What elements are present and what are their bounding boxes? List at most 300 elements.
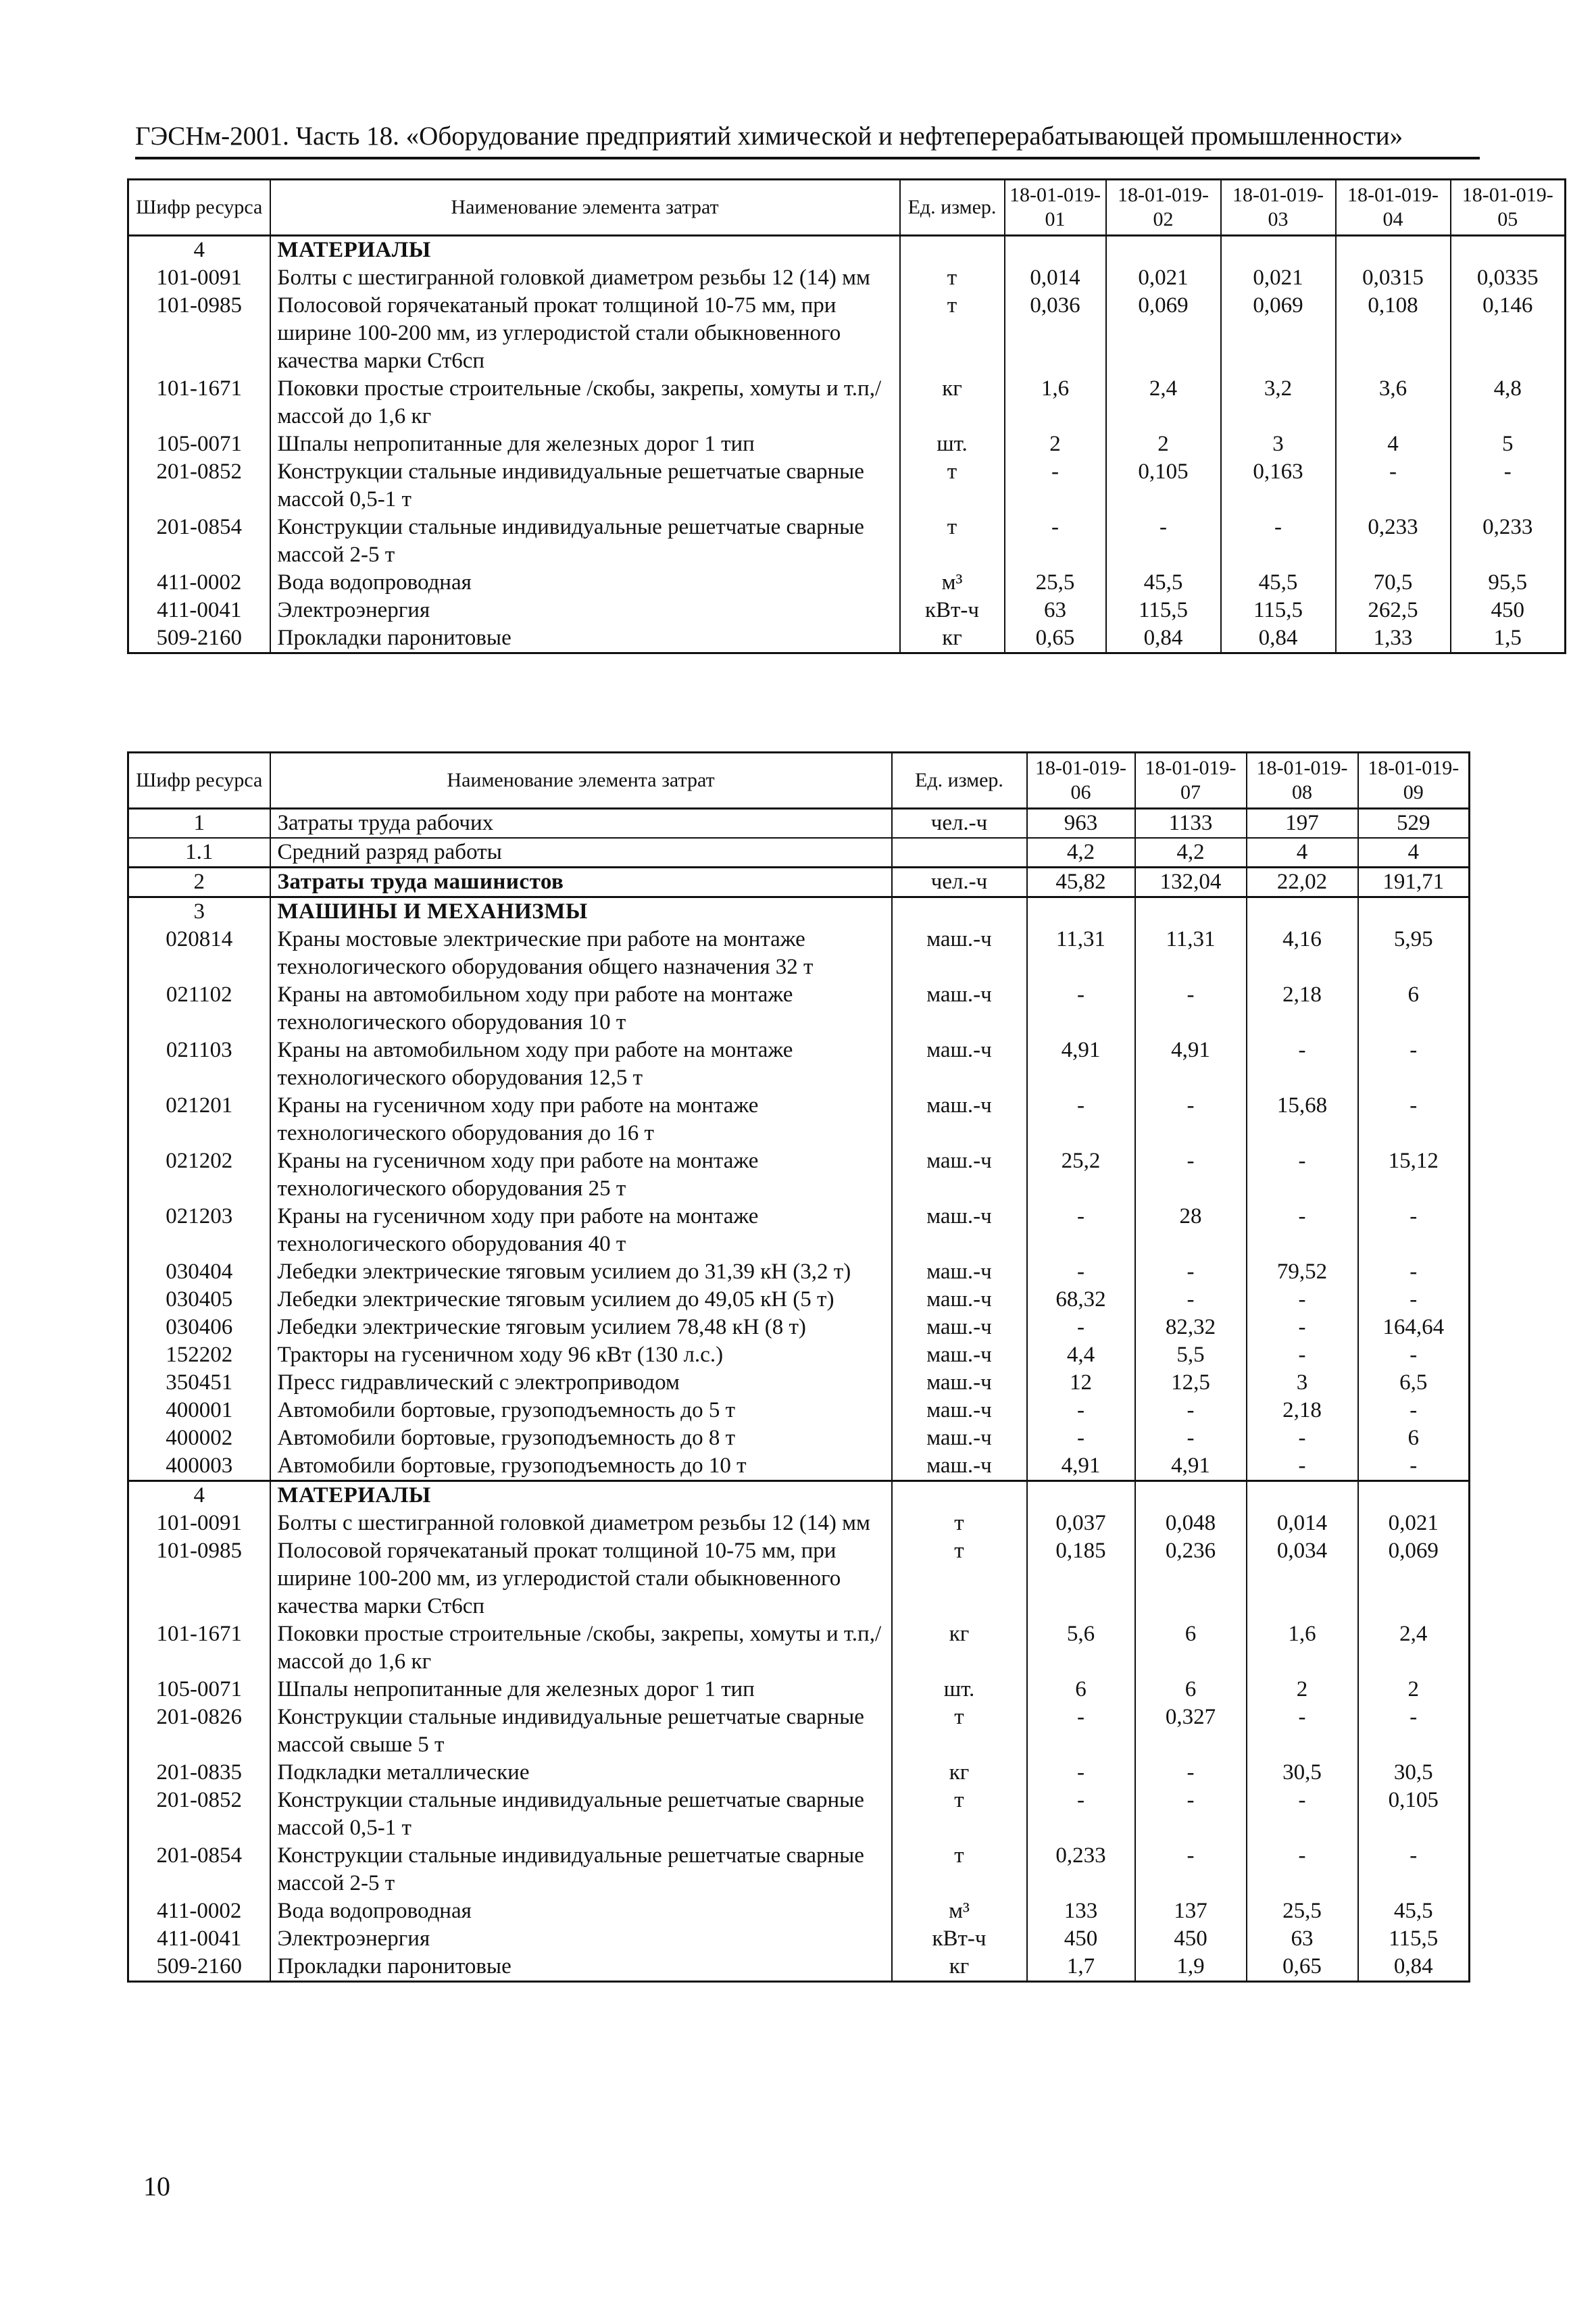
table-row [128, 1314, 1470, 1341]
cost-element-name: Подкладки металлические [270, 1759, 892, 1787]
norm-value: 4,16 [1247, 926, 1358, 981]
norm-value: 0,069 [1358, 1537, 1470, 1620]
cost-element-name: МАШИНЫ И МЕХАНИЗМЫ [270, 897, 892, 926]
norm-value: - [1358, 1397, 1470, 1424]
norm-value [1358, 897, 1470, 926]
table-row [128, 1286, 1470, 1314]
resource-code: 509-2160 [128, 624, 270, 653]
norm-value: - [1027, 1703, 1135, 1759]
norm-value: - [1358, 1703, 1470, 1759]
norm-value: 0,069 [1221, 292, 1336, 375]
norm-value: 0,327 [1135, 1703, 1247, 1759]
norm-value: - [1135, 981, 1247, 1037]
norm-value: 6,5 [1358, 1369, 1470, 1397]
norm-value: 4,91 [1027, 1037, 1135, 1092]
unit-of-measure: маш.-ч [892, 1314, 1027, 1341]
norm-value: 450 [1135, 1925, 1247, 1953]
cost-element-name: Поковки простые строительные /скобы, закрепы, хомуты и т.п,/ массой до 1,6 кг [270, 375, 900, 430]
resource-code: 3 [128, 897, 270, 926]
resource-code: 021103 [128, 1037, 270, 1092]
norm-value: 262,5 [1336, 597, 1451, 624]
table-row [128, 1703, 1470, 1759]
norm-value: 0,84 [1358, 1953, 1470, 1982]
table-row [128, 375, 1566, 430]
cost-element-name: Полосовой горячекатаный прокат толщиной 10-75 мм, при ширине 100-200 мм, из углеродистой стали обыкновенного качества марки Ст6сп [270, 1537, 892, 1620]
norm-value: 1,33 [1336, 624, 1451, 653]
cost-element-name: Электроэнергия [270, 597, 900, 624]
norm-value: 137 [1135, 1897, 1247, 1925]
unit-of-measure: чел.-ч [892, 809, 1027, 839]
norm-value: 0,036 [1005, 292, 1106, 375]
norm-value: 4 [1358, 838, 1470, 868]
norm-value: 15,12 [1358, 1147, 1470, 1203]
unit-of-measure: кг [892, 1953, 1027, 1982]
resource-code: 021202 [128, 1147, 270, 1203]
resource-code: 030404 [128, 1258, 270, 1286]
cost-element-name: Конструкции стальные индивидуальные решетчатые сварные массой 0,5-1 т [270, 458, 900, 514]
unit-of-measure: маш.-ч [892, 1397, 1027, 1424]
norm-value: - [1247, 1452, 1358, 1481]
unit-of-measure: маш.-ч [892, 1037, 1027, 1092]
resource-code: 105-0071 [128, 430, 270, 458]
norm-value: 5,6 [1027, 1620, 1135, 1676]
norm-value [1336, 236, 1451, 265]
norm-value: 0,037 [1027, 1510, 1135, 1537]
cost-element-name: Конструкции стальные индивидуальные решетчатые сварные массой 2-5 т [270, 514, 900, 569]
table-row [128, 1787, 1470, 1842]
table-row [128, 1037, 1470, 1092]
cost-element-name: Затраты труда машинистов [270, 868, 892, 897]
cost-element-name: Лебедки электрические тяговым усилием до 31,39 кН (3,2 т) [270, 1258, 892, 1286]
norm-value: 191,71 [1358, 868, 1470, 897]
cost-element-name: Шпалы непропитанные для железных дорог 1 тип [270, 1676, 892, 1703]
norm-value: - [1135, 1759, 1247, 1787]
resource-code: 101-0091 [128, 1510, 270, 1537]
norm-value: 4,8 [1451, 375, 1566, 430]
norm-value: - [1027, 981, 1135, 1037]
page-title: ГЭСНм-2001. Часть 18. «Оборудование предприятий химической и нефтеперерабатывающей промышленности» [135, 120, 1480, 159]
resource-code: 411-0002 [128, 1897, 270, 1925]
unit-of-measure [892, 897, 1027, 926]
unit-of-measure: маш.-ч [892, 1147, 1027, 1203]
unit-of-measure: кг [892, 1759, 1027, 1787]
table-row [128, 809, 1470, 839]
resource-code: 201-0852 [128, 1787, 270, 1842]
resource-code: 101-1671 [128, 375, 270, 430]
cost-element-name: Автомобили бортовые, грузоподъемность до 5 т [270, 1397, 892, 1424]
norm-value: 0,021 [1106, 264, 1221, 292]
resource-code: 1.1 [128, 838, 270, 868]
norm-value: 0,014 [1247, 1510, 1358, 1537]
cost-element-name: Краны на автомобильном ходу при работе на монтаже технологического оборудования 10 т [270, 981, 892, 1037]
norm-value: - [1135, 1787, 1247, 1842]
norm-value: 115,5 [1106, 597, 1221, 624]
norm-value: 0,021 [1221, 264, 1336, 292]
resource-code: 4 [128, 236, 270, 265]
resource-code: 201-0826 [128, 1703, 270, 1759]
norm-value: - [1247, 1787, 1358, 1842]
table-row [128, 430, 1566, 458]
unit-of-measure: т [900, 264, 1005, 292]
norm-value: 2,4 [1358, 1620, 1470, 1676]
norm-value [1106, 236, 1221, 265]
resource-code: 4 [128, 1481, 270, 1510]
resource-code: 411-0002 [128, 569, 270, 597]
cost-element-name: Автомобили бортовые, грузоподъемность до 8 т [270, 1424, 892, 1452]
norm-value [1005, 236, 1106, 265]
resource-table-1 [127, 178, 1566, 654]
norm-value [1247, 1481, 1358, 1510]
norm-value: - [1247, 1203, 1358, 1258]
norm-value [1451, 236, 1566, 265]
norm-value: - [1358, 1341, 1470, 1369]
resource-code: 411-0041 [128, 597, 270, 624]
column-header: Шифр ресурса [128, 753, 270, 809]
norm-value: - [1336, 458, 1451, 514]
norm-value: 2,4 [1106, 375, 1221, 430]
norm-value: - [1358, 1092, 1470, 1147]
unit-of-measure [892, 838, 1027, 868]
norm-value: 0,0335 [1451, 264, 1566, 292]
norm-value: 28 [1135, 1203, 1247, 1258]
table-row [128, 1953, 1470, 1982]
norm-value: 82,32 [1135, 1314, 1247, 1341]
unit-of-measure: маш.-ч [892, 1452, 1027, 1481]
norm-value: - [1247, 1703, 1358, 1759]
table-body [128, 236, 1566, 653]
norm-value: 2 [1247, 1676, 1358, 1703]
table-header [128, 180, 1566, 236]
resource-code: 201-0854 [128, 1842, 270, 1897]
column-header: 18-01-019-01 [1005, 180, 1106, 236]
norm-value [1135, 897, 1247, 926]
table-row [128, 1759, 1470, 1787]
cost-element-name: Краны на автомобильном ходу при работе на монтаже технологического оборудования 12,5 т [270, 1037, 892, 1092]
norm-value: - [1106, 514, 1221, 569]
norm-value: 0,185 [1027, 1537, 1135, 1620]
unit-of-measure [892, 1481, 1027, 1510]
norm-value: 5,5 [1135, 1341, 1247, 1369]
norm-value: 79,52 [1247, 1258, 1358, 1286]
norm-value: - [1027, 1787, 1135, 1842]
norm-value: 0,236 [1135, 1537, 1247, 1620]
table-row [128, 1510, 1470, 1537]
norm-value: 11,31 [1027, 926, 1135, 981]
norm-value: 0,233 [1336, 514, 1451, 569]
norm-value: 0,146 [1451, 292, 1566, 375]
cost-element-name: Автомобили бортовые, грузоподъемность до 10 т [270, 1452, 892, 1481]
unit-of-measure: т [900, 458, 1005, 514]
unit-of-measure: маш.-ч [892, 1424, 1027, 1452]
unit-of-measure: т [900, 292, 1005, 375]
norm-value: 63 [1005, 597, 1106, 624]
norm-value: 4,91 [1135, 1037, 1247, 1092]
resource-code: 411-0041 [128, 1925, 270, 1953]
cost-element-name: Тракторы на гусеничном ходу 96 кВт (130 л.с.) [270, 1341, 892, 1369]
unit-of-measure: т [892, 1703, 1027, 1759]
norm-value [1221, 236, 1336, 265]
norm-value: 0,069 [1106, 292, 1221, 375]
norm-value: - [1358, 1286, 1470, 1314]
norm-value: 0,65 [1005, 624, 1106, 653]
cost-element-name: Конструкции стальные индивидуальные решетчатые сварные массой 2-5 т [270, 1842, 892, 1897]
resource-code: 021102 [128, 981, 270, 1037]
table-row [128, 1452, 1470, 1481]
resource-code: 2 [128, 868, 270, 897]
norm-value: 6 [1027, 1676, 1135, 1703]
norm-value: 1,7 [1027, 1953, 1135, 1982]
column-header: 18-01-019-07 [1135, 753, 1247, 809]
cost-element-name: МАТЕРИАЛЫ [270, 236, 900, 265]
unit-of-measure: т [892, 1537, 1027, 1620]
norm-value: 5,95 [1358, 926, 1470, 981]
norm-value: 2 [1358, 1676, 1470, 1703]
resource-code: 400001 [128, 1397, 270, 1424]
norm-value: 1,6 [1005, 375, 1106, 430]
cost-element-name: Поковки простые строительные /скобы, закрепы, хомуты и т.п,/ массой до 1,6 кг [270, 1620, 892, 1676]
norm-value: - [1135, 1286, 1247, 1314]
resource-code: 509-2160 [128, 1953, 270, 1982]
norm-value: 1,5 [1451, 624, 1566, 653]
resource-code: 101-1671 [128, 1620, 270, 1676]
norm-value: 4,2 [1135, 838, 1247, 868]
cost-element-name: Краны мостовые электрические при работе на монтаже технологического оборудования общего назначения 32 т [270, 926, 892, 981]
norm-value: 4,91 [1135, 1452, 1247, 1481]
norm-value: 2,18 [1247, 981, 1358, 1037]
norm-value: 45,5 [1358, 1897, 1470, 1925]
column-header: Ед. измер. [900, 180, 1005, 236]
unit-of-measure: м³ [892, 1897, 1027, 1925]
cost-element-name: Краны на гусеничном ходу при работе на монтаже технологического оборудования 25 т [270, 1147, 892, 1203]
table-row [128, 1147, 1470, 1203]
norm-value: 70,5 [1336, 569, 1451, 597]
norm-value: 1,9 [1135, 1953, 1247, 1982]
cost-element-name: Затраты труда рабочих [270, 809, 892, 839]
norm-value: 6 [1358, 981, 1470, 1037]
table-row [128, 1258, 1470, 1286]
norm-value: 5 [1451, 430, 1566, 458]
table-row [128, 1397, 1470, 1424]
unit-of-measure: маш.-ч [892, 1092, 1027, 1147]
norm-value: - [1358, 1037, 1470, 1092]
unit-of-measure: маш.-ч [892, 981, 1027, 1037]
unit-of-measure: т [892, 1787, 1027, 1842]
cost-element-name: Вода водопроводная [270, 1897, 892, 1925]
unit-of-measure: шт. [900, 430, 1005, 458]
norm-value: 22,02 [1247, 868, 1358, 897]
norm-value: - [1135, 1424, 1247, 1452]
unit-of-measure: маш.-ч [892, 926, 1027, 981]
norm-value: 450 [1451, 597, 1566, 624]
section-row [128, 897, 1470, 926]
cost-element-name: Шпалы непропитанные для железных дорог 1 тип [270, 430, 900, 458]
resource-code: 400003 [128, 1452, 270, 1481]
resource-code: 030406 [128, 1314, 270, 1341]
norm-value: - [1027, 1397, 1135, 1424]
column-header: Наименование элемента затрат [270, 753, 892, 809]
cost-element-name: Конструкции стальные индивидуальные решетчатые сварные массой свыше 5 т [270, 1703, 892, 1759]
column-header: Ед. измер. [892, 753, 1027, 809]
norm-value [1027, 897, 1135, 926]
resource-code: 030405 [128, 1286, 270, 1314]
norm-value: 45,5 [1106, 569, 1221, 597]
norm-value: - [1135, 1258, 1247, 1286]
norm-value: 2 [1106, 430, 1221, 458]
norm-value: - [1358, 1452, 1470, 1481]
norm-value: 0,233 [1027, 1842, 1135, 1897]
resource-code: 020814 [128, 926, 270, 981]
unit-of-measure: маш.-ч [892, 1341, 1027, 1369]
unit-of-measure [900, 236, 1005, 265]
table-row [128, 1203, 1470, 1258]
table-row [128, 514, 1566, 569]
norm-value: - [1027, 1314, 1135, 1341]
norm-value: 95,5 [1451, 569, 1566, 597]
norm-value: - [1027, 1092, 1135, 1147]
norm-value: 68,32 [1027, 1286, 1135, 1314]
resource-code: 021203 [128, 1203, 270, 1258]
norm-value: - [1358, 1842, 1470, 1897]
table-row [128, 597, 1566, 624]
norm-value: - [1027, 1759, 1135, 1787]
table-row [128, 926, 1470, 981]
norm-value: 6 [1358, 1424, 1470, 1452]
cost-element-name: Вода водопроводная [270, 569, 900, 597]
norm-value: - [1247, 1037, 1358, 1092]
unit-of-measure: маш.-ч [892, 1369, 1027, 1397]
cost-element-name: Лебедки электрические тяговым усилием 78,48 кН (8 т) [270, 1314, 892, 1341]
norm-value: 0,105 [1106, 458, 1221, 514]
norm-value: 0,233 [1451, 514, 1566, 569]
norm-value: 2,18 [1247, 1397, 1358, 1424]
norm-value: 45,82 [1027, 868, 1135, 897]
norm-value: 0,84 [1106, 624, 1221, 653]
cost-element-name: Краны на гусеничном ходу при работе на монтаже технологического оборудования до 16 т [270, 1092, 892, 1147]
cost-element-name: Болты с шестигранной головкой диаметром резьбы 12 (14) мм [270, 264, 900, 292]
table-row [128, 1620, 1470, 1676]
norm-value: - [1135, 1397, 1247, 1424]
table-row [128, 1676, 1470, 1703]
column-header: 18-01-019-03 [1221, 180, 1336, 236]
unit-of-measure: т [892, 1510, 1027, 1537]
table-row [128, 1092, 1470, 1147]
norm-value [1135, 1481, 1247, 1510]
unit-of-measure: маш.-ч [892, 1258, 1027, 1286]
unit-of-measure: кг [900, 375, 1005, 430]
norm-value: 963 [1027, 809, 1135, 839]
table-row [128, 1537, 1470, 1620]
norm-value: 4,91 [1027, 1452, 1135, 1481]
table-row [128, 1897, 1470, 1925]
norm-value: 0,048 [1135, 1510, 1247, 1537]
norm-value: - [1247, 1424, 1358, 1452]
norm-value: 3,6 [1336, 375, 1451, 430]
norm-value [1358, 1481, 1470, 1510]
norm-value: 0,108 [1336, 292, 1451, 375]
table-row [128, 1424, 1470, 1452]
norm-value: 0,105 [1358, 1787, 1470, 1842]
norm-value: 63 [1247, 1925, 1358, 1953]
norm-value: 0,034 [1247, 1537, 1358, 1620]
norm-value: - [1358, 1203, 1470, 1258]
unit-of-measure: кг [892, 1620, 1027, 1676]
norm-value: - [1005, 514, 1106, 569]
norm-value: 529 [1358, 809, 1470, 839]
cost-element-name: Электроэнергия [270, 1925, 892, 1953]
norm-value: 30,5 [1247, 1759, 1358, 1787]
norm-value: 164,64 [1358, 1314, 1470, 1341]
table-row [128, 569, 1566, 597]
table-row [128, 1369, 1470, 1397]
column-header: 18-01-019-09 [1358, 753, 1470, 809]
norm-value: - [1027, 1203, 1135, 1258]
column-header: 18-01-019-05 [1451, 180, 1566, 236]
table-row [128, 868, 1470, 897]
norm-value: - [1247, 1314, 1358, 1341]
resource-code: 201-0852 [128, 458, 270, 514]
norm-value [1027, 1481, 1135, 1510]
norm-value: 12,5 [1135, 1369, 1247, 1397]
resource-code: 201-0835 [128, 1759, 270, 1787]
resource-table-2 [127, 751, 1470, 1983]
resource-code: 1 [128, 809, 270, 839]
norm-value: - [1247, 1286, 1358, 1314]
norm-value: - [1027, 1258, 1135, 1286]
norm-value: 3,2 [1221, 375, 1336, 430]
table-row [128, 1341, 1470, 1369]
norm-value: 115,5 [1358, 1925, 1470, 1953]
norm-value: 6 [1135, 1620, 1247, 1676]
column-header: Шифр ресурса [128, 180, 270, 236]
norm-value: 25,2 [1027, 1147, 1135, 1203]
cost-element-name: Краны на гусеничном ходу при работе на монтаже технологического оборудования 40 т [270, 1203, 892, 1258]
resource-code: 101-0985 [128, 1537, 270, 1620]
cost-element-name: Болты с шестигранной головкой диаметром резьбы 12 (14) мм [270, 1510, 892, 1537]
norm-value: 133 [1027, 1897, 1135, 1925]
resource-code: 101-0091 [128, 264, 270, 292]
table-body [128, 809, 1470, 1982]
norm-value: 11,31 [1135, 926, 1247, 981]
table-row [128, 292, 1566, 375]
norm-value: 25,5 [1005, 569, 1106, 597]
norm-value: 115,5 [1221, 597, 1336, 624]
column-header: 18-01-019-02 [1106, 180, 1221, 236]
column-header: Наименование элемента затрат [270, 180, 900, 236]
column-header: 18-01-019-04 [1336, 180, 1451, 236]
unit-of-measure: т [900, 514, 1005, 569]
norm-value: 1133 [1135, 809, 1247, 839]
table-row [128, 458, 1566, 514]
norm-value: 4,4 [1027, 1341, 1135, 1369]
cost-element-name: Лебедки электрические тяговым усилием до 49,05 кН (5 т) [270, 1286, 892, 1314]
norm-value: - [1247, 1341, 1358, 1369]
table-row [128, 1842, 1470, 1897]
norm-value: - [1135, 1842, 1247, 1897]
norm-value: - [1005, 458, 1106, 514]
norm-value: 4 [1336, 430, 1451, 458]
norm-value: - [1135, 1092, 1247, 1147]
resource-code: 101-0985 [128, 292, 270, 375]
norm-value: - [1247, 1842, 1358, 1897]
resource-code: 400002 [128, 1424, 270, 1452]
table-row [128, 1925, 1470, 1953]
norm-value: 15,68 [1247, 1092, 1358, 1147]
norm-value: - [1358, 1258, 1470, 1286]
norm-value: 25,5 [1247, 1897, 1358, 1925]
norm-value [1247, 897, 1358, 926]
norm-value: 1,6 [1247, 1620, 1358, 1676]
unit-of-measure: кВт-ч [892, 1925, 1027, 1953]
